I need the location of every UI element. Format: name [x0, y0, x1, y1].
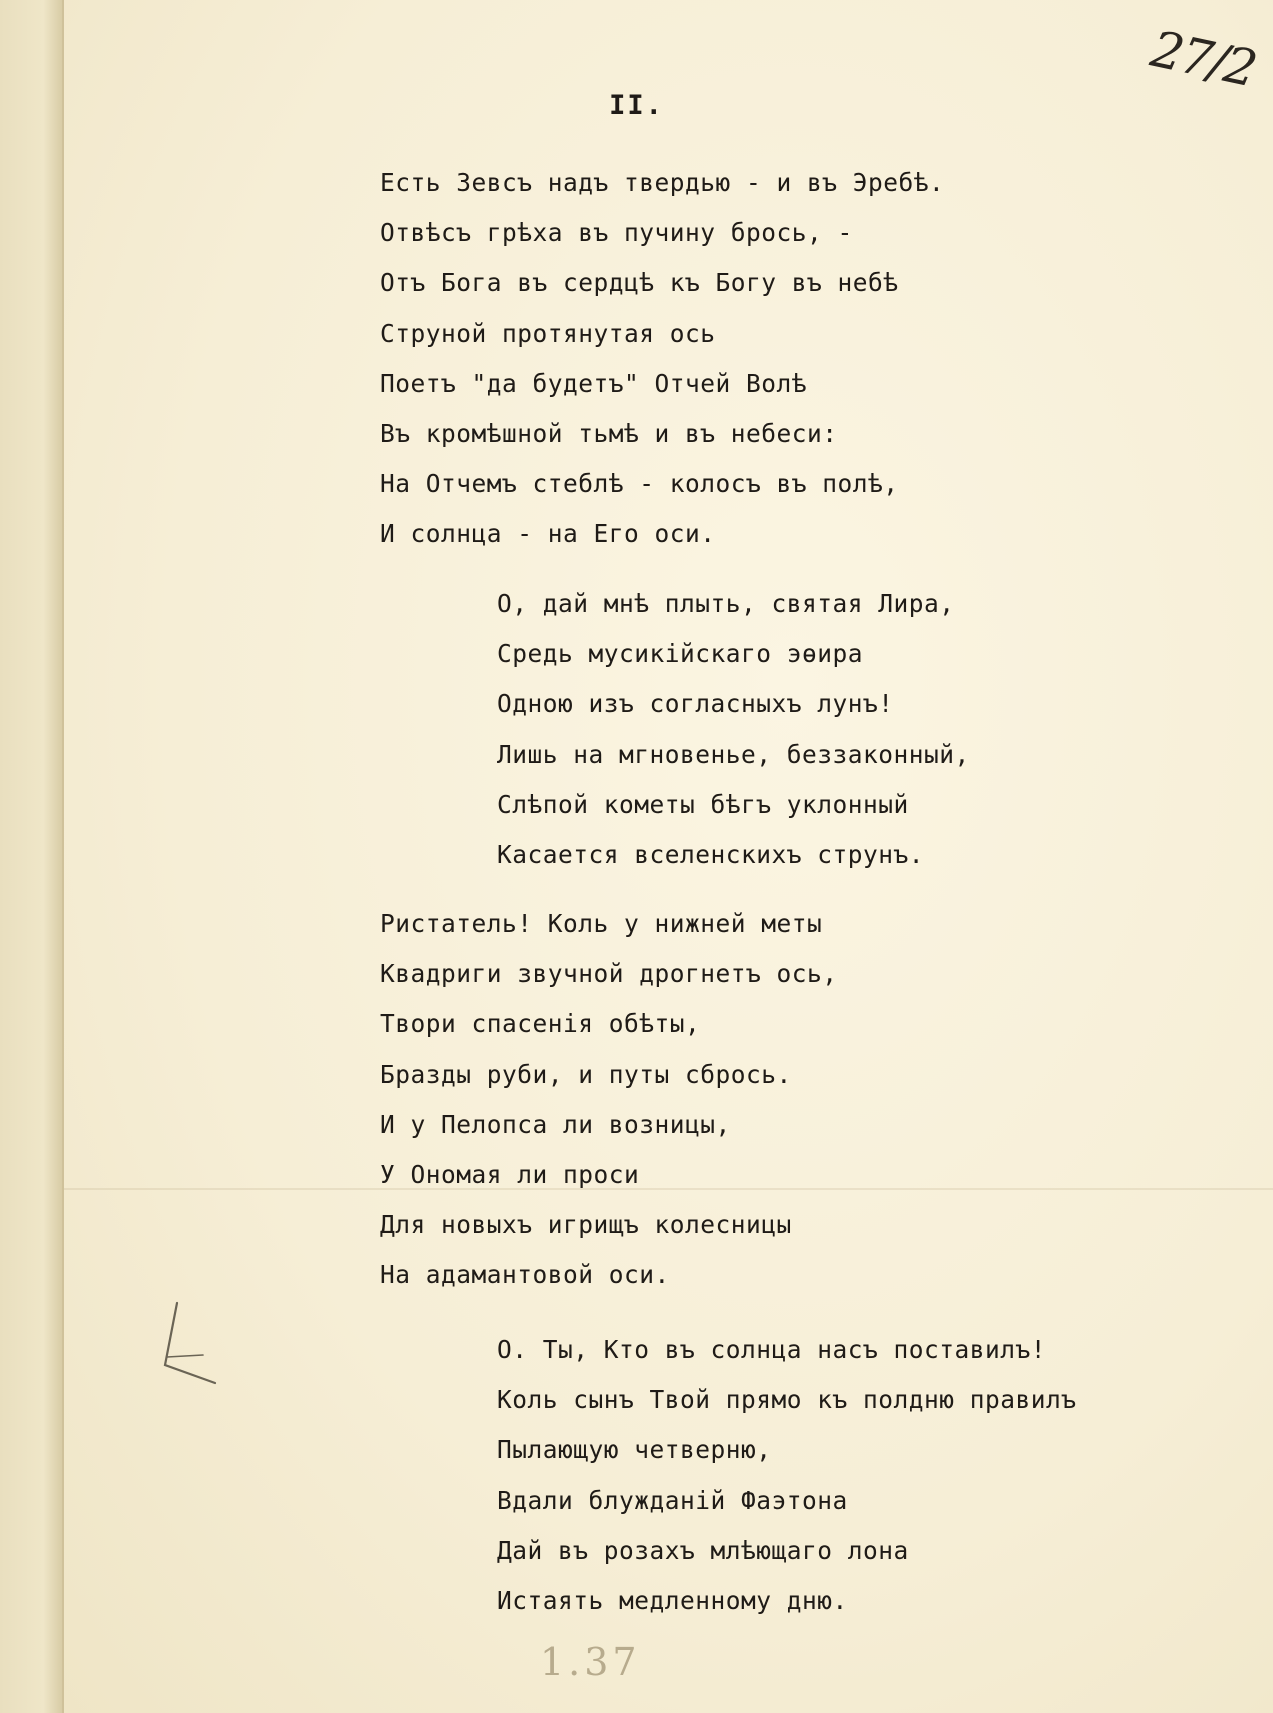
verse-line: И солнца - на Его оси. [380, 519, 716, 549]
verse-line: Есть Зевсъ надъ твердью - и въ Эребѣ. [380, 168, 945, 197]
verse-line: Ристатель! Коль у нижней меты [380, 909, 823, 938]
verse-line: О. Ты, Кто въ солнца насъ поставилъ! [497, 1335, 1047, 1364]
verse-line: Дай въ розахъ млѣющаго лона [497, 1535, 909, 1565]
verse-line: Вдали блужданій Фаэтона [497, 1485, 848, 1515]
verse-line: Бразды руби, и путы сбрось. [380, 1059, 792, 1089]
stanza-2 [497, 579, 970, 880]
handwritten-page-mark: 27/2 [1145, 19, 1260, 99]
verse-line: Струной протянутая ось [380, 318, 716, 348]
pencil-mark-icon [155, 1295, 225, 1385]
verse-line: Квадриги звучной дрогнетъ ось, [380, 959, 838, 989]
verse-line: У Ономая ли проси [380, 1160, 640, 1190]
section-number: II. [609, 90, 664, 121]
archive-folio-number: 1.37 [540, 1640, 641, 1684]
verse-line: Касается вселенскихъ струнъ. [497, 840, 925, 870]
stanza-1 [380, 158, 944, 560]
verse-line: Твори спасенія обѣты, [380, 1009, 701, 1039]
page-edge [0, 0, 64, 1713]
verse-line: И у Пелопса ли возницы, [380, 1109, 731, 1139]
verse-line: Лишь на мгновенье, беззаконный, [497, 739, 970, 769]
verse-line: На Отчемъ стеблѣ - колосъ въ полѣ, [380, 469, 899, 499]
verse-line: Истаять медленному дню. [497, 1586, 848, 1616]
verse-line: Средь мусикійскаго эѳира [497, 639, 864, 669]
verse-line: Отъ Бога въ сердцѣ къ Богу въ небѣ [380, 268, 899, 298]
stanza-3 [380, 899, 838, 1301]
verse-line: Пылающую четверню, [497, 1435, 772, 1465]
verse-line: Слѣпой кометы бѣгъ уклонный [497, 789, 909, 819]
verse-line: Коль сынъ Твой прямо къ полдню правилъ [497, 1385, 1077, 1415]
stanza-4 [497, 1325, 1077, 1626]
verse-line: Въ кромѣшной тьмѣ и въ небеси: [380, 419, 838, 449]
verse-line: Отвѣсъ грѣха въ пучину брось, - [380, 218, 853, 248]
verse-line: Для новыхъ игрищъ колесницы [380, 1210, 792, 1240]
verse-line: Одною изъ согласныхъ лунъ! [497, 689, 894, 719]
verse-line: О, дай мнѣ плыть, святая Лира, [497, 589, 955, 618]
verse-line: На адамантовой оси. [380, 1260, 670, 1290]
verse-line: Поетъ "да будетъ" Отчей Волѣ [380, 368, 808, 398]
